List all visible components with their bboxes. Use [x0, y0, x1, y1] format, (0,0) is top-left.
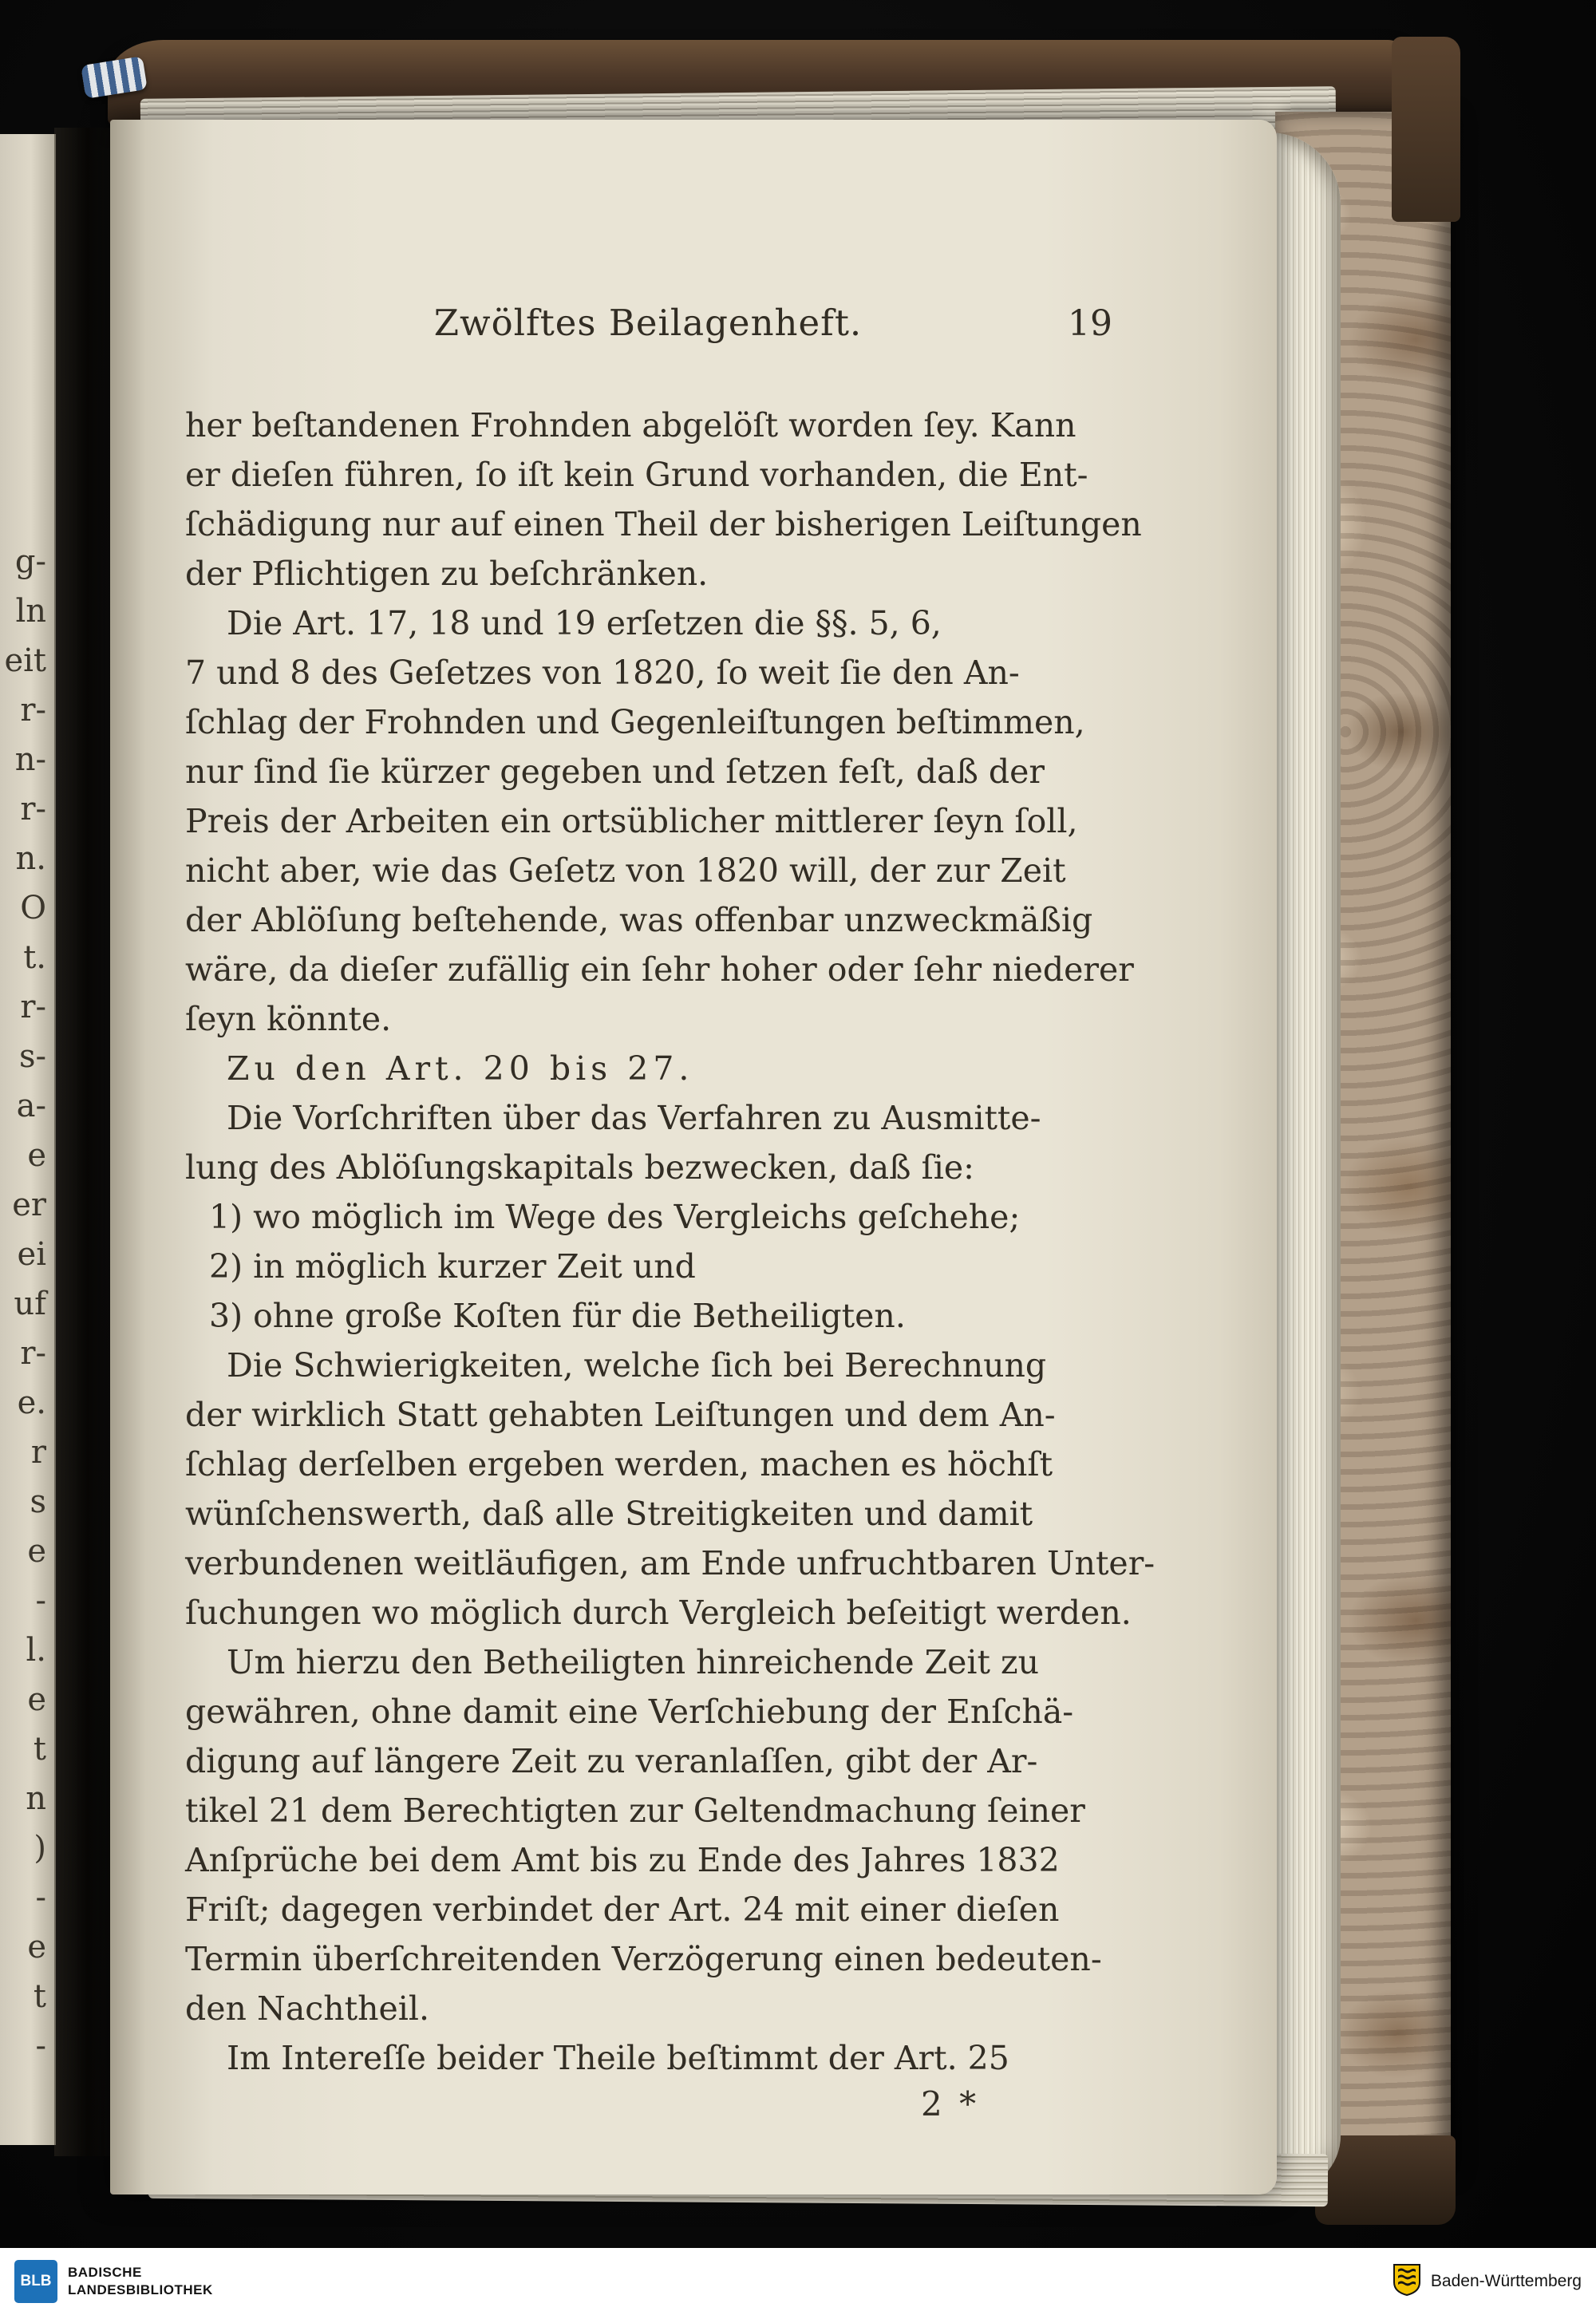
- adjacent-page-text-fragment: r-: [20, 791, 46, 828]
- text-line: verbundenen weitläufigen, am Ende unfruchtbaren Unter-: [185, 1544, 1156, 1582]
- region-label: Baden-Württemberg: [1430, 2272, 1582, 2290]
- adjacent-page-text-fragment: eit: [4, 642, 46, 679]
- text-line: digung auf längere Zeit zu veranlaſſen, gibt der Ar-: [185, 1742, 1038, 1780]
- page-header: [184, 302, 1112, 351]
- bw-coat-of-arms-icon: [1393, 2263, 1421, 2301]
- text-line: 7 und 8 des Geſetzes von 1820, ſo weit ſie den An-: [185, 654, 1020, 692]
- adjacent-page-text-fragment: e: [27, 1681, 46, 1718]
- text-line: Die Art. 17, 18 und 19 erſetzen die §§. 5, 6,: [227, 604, 942, 642]
- blb-library-logo[interactable]: [14, 2260, 213, 2303]
- signature-mark: 2 *: [921, 2084, 980, 2123]
- adjacent-page-text-fragment: -: [35, 1582, 46, 1619]
- library-name-line1: BADISCHE: [68, 2264, 142, 2280]
- adjacent-page-text-fragment: ): [34, 1830, 46, 1867]
- adjacent-page-text-fragment: O: [20, 890, 46, 926]
- text-line: her beſtandenen Frohnden abgelöſt worden ſey. Kann: [185, 406, 1077, 444]
- book-page: [110, 120, 1277, 2195]
- adjacent-page-text-fragment: r-: [20, 989, 46, 1025]
- adjacent-page-text-fragment: -: [35, 2028, 46, 2064]
- text-line: nicht aber, wie das Geſetz von 1820 will, der zur Zeit: [185, 851, 1066, 890]
- text-line: lung des Ablöſungskapitals bezwecken, daß ſie:: [185, 1148, 974, 1187]
- adjacent-page-text-fragment: r-: [20, 692, 46, 729]
- adjacent-page-text-fragment: e: [27, 1137, 46, 1174]
- adjacent-page-text-fragment: a-: [16, 1088, 46, 1124]
- adjacent-page-text-fragment: l.: [26, 1632, 46, 1669]
- text-line: 3) ohne große Koſten für die Betheiligten.: [209, 1297, 906, 1335]
- running-title: Zwölftes Beilagenheft.: [433, 302, 863, 344]
- text-line: ſuchungen wo möglich durch Vergleich beſeitigt werden.: [185, 1594, 1132, 1632]
- text-line: den Nachtheil.: [185, 1989, 430, 2028]
- adjacent-page-text-fragment: n: [26, 1780, 46, 1817]
- text-line: wäre, da dieſer zufällig ein ſehr hoher oder ſehr niederer: [185, 950, 1134, 989]
- text-line: Anſprüche bei dem Amt bis zu Ende des Jahres 1832: [185, 1841, 1060, 1879]
- text-line: tikel 21 dem Berechtigten zur Geltendmachung ſeiner: [185, 1792, 1085, 1830]
- text-line: gewähren, ohne damit eine Verſchiebung der Enſchä-: [185, 1693, 1074, 1731]
- adjacent-page-text-fragment: e: [27, 1533, 46, 1570]
- text-line: Im Intereſſe beider Theile beſtimmt der Art. 25: [227, 2039, 1009, 2077]
- text-line: der Pflichtigen zu beſchränken.: [185, 555, 709, 593]
- page-body: [185, 401, 1156, 2083]
- library-name: [68, 2264, 213, 2299]
- blb-logo-icon: BLB: [14, 2260, 57, 2303]
- text-line: ſchlag der Frohnden und Gegenleiſtungen beſtimmen,: [185, 703, 1085, 741]
- text-line: wünſchenswerth, daß alle Streitigkeiten und damit: [185, 1495, 1033, 1533]
- page-number: 19: [1068, 303, 1112, 344]
- text-line: ſeyn könnte.: [185, 1000, 392, 1038]
- text-line: Zu den Art. 20 bis 27.: [227, 1049, 694, 1088]
- text-line: ſchädigung nur auf einen Theil der bisherigen Leiſtungen: [185, 505, 1142, 543]
- text-line: Termin überſchreitenden Verzögerung einen bedeuten-: [185, 1940, 1102, 1978]
- text-line: der Ablöſung beſtehende, was offenbar unzweckmäßig: [185, 901, 1093, 939]
- adjacent-page-text-fragment: s: [30, 1483, 46, 1520]
- text-line: Die Vorſchriften über das Verfahren zu Ausmitte-: [227, 1099, 1041, 1137]
- adjacent-page-text-fragment: e.: [17, 1385, 46, 1421]
- adjacent-page-text-fragment: r-: [20, 1335, 46, 1372]
- adjacent-page-text-fragment: s-: [18, 1038, 46, 1075]
- adjacent-page-text-fragment: uf: [14, 1286, 46, 1322]
- adjacent-page-text-fragment: n-: [14, 741, 46, 778]
- adjacent-page-text-fragment: t.: [23, 939, 46, 976]
- text-line: ſchlag derſelben ergeben werden, machen es höchſt: [185, 1445, 1053, 1483]
- adjacent-page-text-fragment: t: [33, 1978, 46, 2015]
- adjacent-page-text-fragment: n.: [15, 840, 46, 877]
- text-line: Preis der Arbeiten ein ortsüblicher mittlerer ſeyn ſoll,: [185, 802, 1078, 840]
- text-line: nur ſind ſie kürzer gegeben und ſetzen feſt, daß der: [185, 753, 1045, 791]
- text-line: Friſt; dagegen verbindet der Art. 24 mit einer dieſen: [185, 1890, 1060, 1929]
- text-line: 1) wo möglich im Wege des Vergleichs geſchehe;: [209, 1198, 1021, 1236]
- adjacent-page-text-fragment: t: [33, 1731, 46, 1768]
- leather-corner-top-right: [1392, 37, 1460, 222]
- adjacent-page-text-fragment: -: [35, 1879, 46, 1916]
- text-line: 2) in möglich kurzer Zeit und: [209, 1247, 696, 1286]
- adjacent-page-text-fragment: ln: [15, 593, 46, 630]
- adjacent-page-text-fragment: r: [30, 1434, 46, 1471]
- text-line: er dieſen führen, ſo iſt kein Grund vorhanden, die Ent-: [185, 456, 1088, 494]
- library-footer-bar: [0, 2248, 1596, 2315]
- facing-page-sliver: [0, 134, 56, 2145]
- text-line: der wirklich Statt gehabten Leiſtungen und dem An-: [185, 1396, 1056, 1434]
- text-line: Um hierzu den Betheiligten hinreichende Zeit zu: [227, 1643, 1039, 1681]
- library-name-line2: LANDESBIBLIOTHEK: [68, 2282, 213, 2297]
- baden-wuerttemberg-logo[interactable]: [1393, 2263, 1582, 2301]
- adjacent-page-text-fragment: er: [12, 1187, 46, 1223]
- gutter-shadow: [54, 128, 115, 2156]
- adjacent-page-text-fragment: g-: [14, 543, 46, 580]
- adjacent-page-text-fragment: e: [27, 1929, 46, 1965]
- text-line: Die Schwierigkeiten, welche ſich bei Berechnung: [227, 1346, 1047, 1385]
- adjacent-page-text-fragment: ei: [17, 1236, 46, 1273]
- left-page-fragments: [0, 537, 49, 2071]
